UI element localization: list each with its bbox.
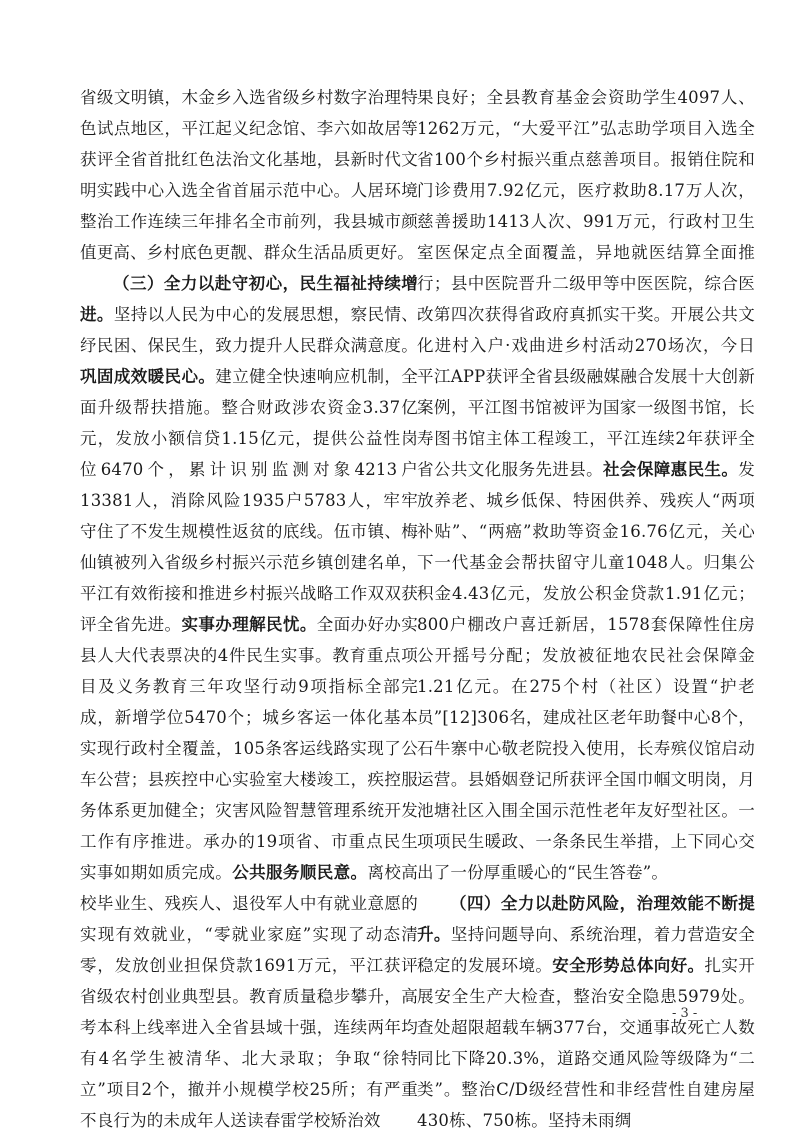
subheading: 社会保障惠民生。 bbox=[603, 460, 739, 479]
paragraph bbox=[80, 268, 418, 1136]
section-heading: （三）全力以赴守初心，民生福祉持续增进。 bbox=[80, 274, 418, 324]
left-column bbox=[80, 82, 418, 1136]
paragraph-text: 建立健全快速响应机制，全面升级帮扶措施。整合财政涉农资金3.37亿元，发放小额信贷1.15亿元，提供公益性岗位6470个，累计识别监测对象4213户13381人，消除风险1935户5783人，牢牢守住了不发生规模性返贫的底线。伍市镇、梅仙镇被列入省级乡村振兴示范乡镇创建名单，平江有效衔接和推进乡村振兴战略工作双双获评全省先进。 bbox=[80, 367, 418, 634]
page-number: - 3 - bbox=[672, 1006, 698, 1021]
subheading: 巩固成效暖民心。 bbox=[80, 367, 216, 386]
paragraph-text: 全面办好办实县人大代表票决的4件民生实事。教育重点项目及义务教育三年攻坚行动9项指标全部完成，新增学位5470个；城乡客运一体化基本实现行政村全覆盖，105条客运线路实现了公车公营；县疾控中心实验室大楼竣工，疾控服务体系更加健全；灾害风险智慧管理系统开发工作有序推进。承办的19项省、市重点民生实事如期如质完成。 bbox=[80, 615, 418, 882]
paragraph bbox=[417, 82, 755, 888]
paragraph-text: 坚持以人民为中心的发展思想，察民情、纾民困、保民生，致力提升人民群众满意度。 bbox=[80, 305, 418, 355]
right-column bbox=[417, 82, 755, 1136]
paragraph: 省级文明镇，木金乡入选省级乡村数字治理特色试点地区，平江起义纪念馆、李六如故居等获评全省首批红色法治文化基地，县新时代文明实践中心入选全省首届示范中心。人居环境整治工作连续三年排名全市前列，我县城市颜值更高、乡村底色更靓、群众生活品质更好。 bbox=[80, 88, 418, 262]
subheading: 实事办理解民忧。 bbox=[181, 615, 317, 634]
paragraph bbox=[417, 888, 755, 1136]
section-heading: （四）全力以赴防风险，治理效能不断提升。 bbox=[417, 894, 755, 944]
paragraph-text: 果良好；全县教育基金会资助学生4097人、1262万元，“大爱平江”弘志助学项目入选全省100个乡村振兴重点慈善项目。报销住院和门诊费用7.92亿元，医疗救助8.17万人次，慈善援助1413人次、991万元，行政村卫生室医保定点全面覆盖，异地就医结算全面推行；县中医院晋升二级甲等中医医院，综合医改第四次获得省政府真抓实干奖。开展公共文化进村入户·戏曲进乡村活动270场次，今日平江APP获评全省县级融媒融合发展十大创新案例，平江图书馆被评为国家一级图书馆，长寿图书馆主体工程竣工，平江连续2年获评全省公共文化服务先进县。 bbox=[417, 88, 755, 479]
paragraph-text: 扎实开展安全生产大检查，整治安全隐患5979处。查处超限超载车辆377台，交通事故死亡人数同比下降20.3%，道路交通风险等级降为“二类”。整治C/D级经营性和非经营性自建房屋430栋、750栋。坚持未雨绸 bbox=[417, 956, 755, 1130]
subheading: 安全形势总体向好。 bbox=[552, 956, 705, 975]
subheading: 公共服务顺民意。 bbox=[232, 863, 368, 882]
paragraph-text: 发放养老、城乡低保、特困供养、残疾人“两项补贴”、“两癌”救助等资金16.76亿元，关心下一代基金会帮扶留守儿童1048人。归集公积金4.43亿元，发放公积金贷款1.91亿元；800户棚改户喜迁新居，1578套保障性住房公开摇号分配；发放被征地农民社会保障金1.21亿元。在275个村（社区）设置“护老员”[12]306名，建成社区老年助餐中心8个，石牛寨中心敬老院投入使用，长寿殡仪馆启动运营。县婚姻登记所获评全国巾帼文明岗，月池塘社区入围全国示范性老年友好型社区。一项项民生暖政、一条条民生举措，上下同心交出了一份厚重暖心的“民生答卷”。 bbox=[417, 460, 755, 882]
paragraph-text: 离校高校毕业生、残疾人、退役军人中有就业意愿的实现有效就业，“零就业家庭”实现了动态清零，发放创业担保贷款1691万元，平江获评省级农村创业典型县。教育质量稳步攀升，高考本科上线率进入全省县域十强，连续两年均有4名学生被清华、北大录取；争取“徐特立”项目2个，撤并小规模学校25所；有严重不良行为的未成年人送读春雷学校矫治效 bbox=[80, 863, 418, 1130]
paragraph-text: 坚持问题导向、系统治理，着力营造安全稳定的发展环境。 bbox=[417, 925, 755, 975]
